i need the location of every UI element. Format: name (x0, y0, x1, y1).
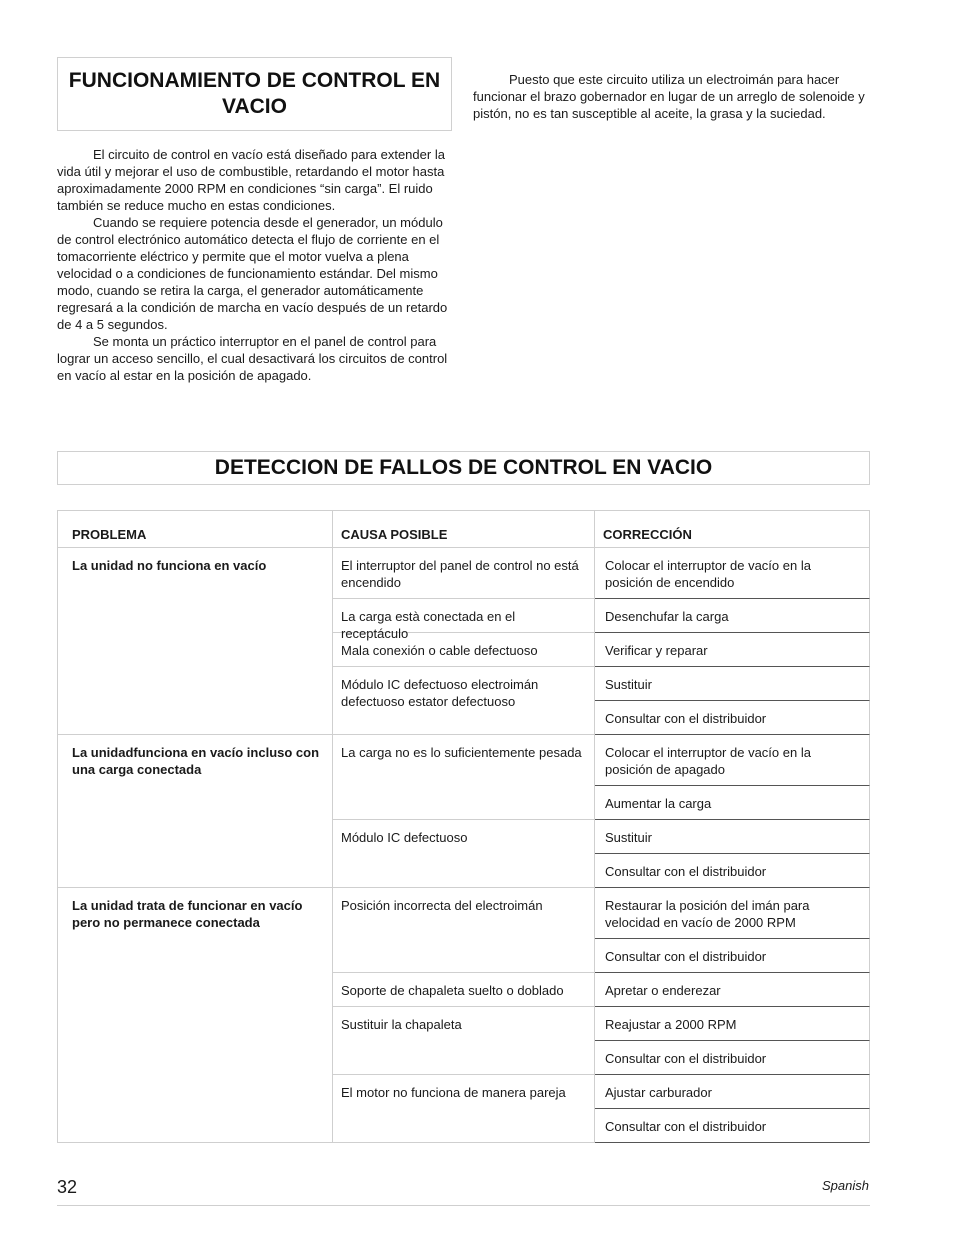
cause-cell: Módulo IC defectuoso (333, 820, 595, 888)
correction-cell: Consultar con el distribuidor (595, 1109, 870, 1143)
cause-cell: La carga està conectada en el receptáculo (333, 599, 595, 633)
header-problema: PROBLEMA (57, 510, 333, 548)
paragraph: Se monta un práctico interruptor en el panel de control para lograr un acceso sencillo, el cual desactivará los circuitos de control en vacío al estar en la posición de apagado. (57, 334, 448, 383)
cause-cell: El interruptor del panel de control no está encendido (333, 548, 595, 599)
problem-cell: La unidad no funciona en vacío (57, 548, 333, 735)
language-label: Spanish (822, 1178, 869, 1193)
section-title-funcionamiento: FUNCIONAMIENTO DE CONTROL EN VACIO (57, 57, 452, 131)
correction-cell: Sustituir (595, 820, 870, 854)
cause-cell: Soporte de chapaleta suelto o doblado (333, 973, 595, 1007)
correction-cell: Ajustar carburador (595, 1075, 870, 1109)
correction-cell: Aumentar la carga (595, 786, 870, 820)
footer-divider (57, 1205, 870, 1206)
cause-cell: Módulo IC defectuoso electroimán defectuoso estator defectuoso (333, 667, 595, 735)
correction-cell: Verificar y reparar (595, 633, 870, 667)
cause-cell: El motor no funciona de manera pareja (333, 1075, 595, 1143)
correction-cell: Consultar con el distribuidor (595, 701, 870, 735)
correction-cell: Desenchufar la carga (595, 599, 870, 633)
correction-cell: Consultar con el distribuidor (595, 854, 870, 888)
header-causa: CAUSA POSIBLE (333, 510, 595, 548)
cause-cell: Mala conexión o cable defectuoso (333, 633, 595, 667)
section-title-deteccion: DETECCION DE FALLOS DE CONTROL EN VACIO (57, 451, 870, 485)
correction-cell: Colocar el interruptor de vacío en la posición de encendido (595, 548, 870, 599)
problem-cell: La unidad trata de funcionar en vacío pero no permanece conectada (57, 888, 333, 1143)
header-correccion: CORRECCIÓN (595, 510, 870, 548)
correction-cell: Colocar el interruptor de vacío en la posición de apagado (595, 735, 870, 786)
correction-cell: Sustituir (595, 667, 870, 701)
problem-cell: La unidadfunciona en vacío incluso con una carga conectada (57, 735, 333, 888)
cause-cell: La carga no es lo suficientemente pesada (333, 735, 595, 820)
correction-cell: Reajustar a 2000 RPM (595, 1007, 870, 1041)
right-column-text (473, 71, 870, 122)
correction-cell: Restaurar la posición del imán para velocidad en vacío de 2000 RPM (595, 888, 870, 939)
troubleshooting-table (57, 510, 870, 1155)
paragraph: Cuando se requiere potencia desde el generador, un módulo de control electrónico automático detecta el flujo de corriente en el tomacorriente eléctrico y permite que el motor vuelva a plena velocidad o a condiciones de funcionamiento estándar. Del mismo modo, cuando se retira la carga, el generador automáticamente regresará a la condición de marcha en vacío después de un retardo de 4 a 5 segundos. (57, 215, 448, 332)
correction-cell: Apretar o enderezar (595, 973, 870, 1007)
cause-cell: Sustituir la chapaleta (333, 1007, 595, 1075)
page-number: 32 (57, 1177, 78, 1197)
correction-cell: Consultar con el distribuidor (595, 1041, 870, 1075)
left-column-text (57, 146, 450, 384)
paragraph: Puesto que este circuito utiliza un electroimán para hacer funcionar el brazo gobernador en lugar de un arreglo de solenoide y pistón, no es tan susceptible al aceite, la grasa y la suciedad. (473, 72, 865, 121)
correction-cell: Consultar con el distribuidor (595, 939, 870, 973)
cause-cell: Posición incorrecta del electroimán (333, 888, 595, 973)
paragraph: El circuito de control en vacío está diseñado para extender la vida útil y mejorar el uso de combustible, retardando el motor hasta aproximadamente 2000 RPM en condiciones “sin carga”. El ruido también se reduce mucho en estas condiciones. (57, 147, 445, 213)
